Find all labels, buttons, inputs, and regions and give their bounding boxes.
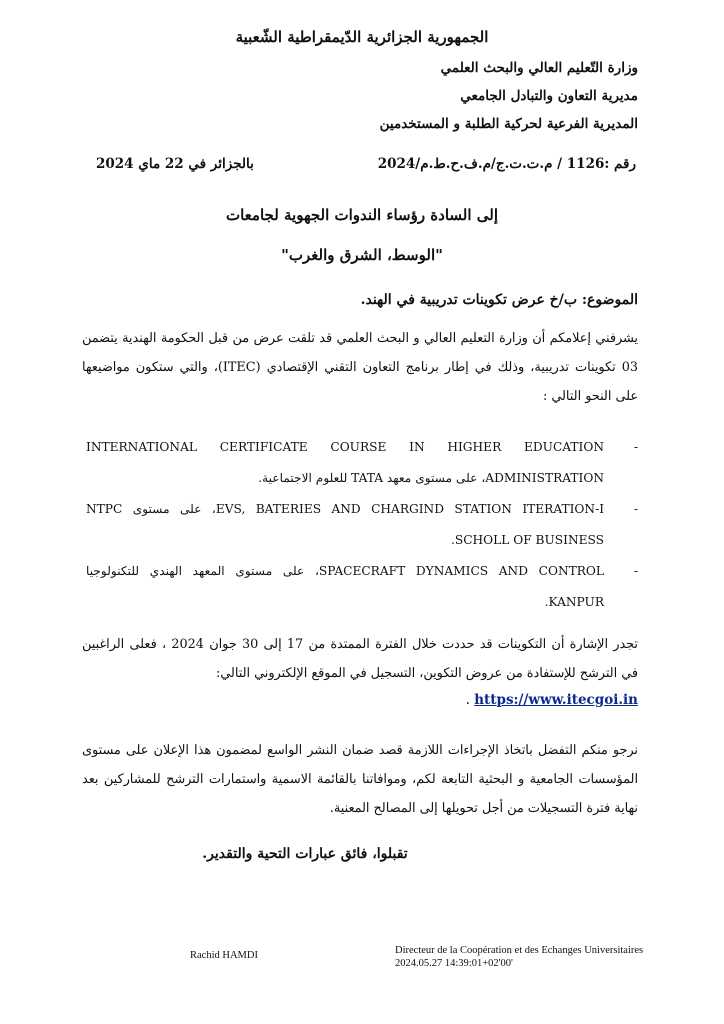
subdirectorate-name: المديرية الفرعية لحركية الطلبة و المستخدمين xyxy=(379,116,638,132)
addressee-regions: "الوسط، الشرق والغرب" xyxy=(281,246,443,264)
training-text: SPACECRAFT DYNAMICS AND CONTROL، على مستوى المعهد الهندي للتكنولوجيا KANPUR. xyxy=(86,564,604,609)
republic-heading: الجمهورية الجزائرية الدّيمقراطية الشّعبية xyxy=(235,28,489,46)
digital-signature-block xyxy=(395,944,643,970)
link-suffix: . xyxy=(465,692,475,708)
list-dash: - xyxy=(633,440,638,454)
list-dash: - xyxy=(633,564,638,578)
directorate-name: مديرية التعاون والتبادل الجامعي xyxy=(460,88,638,104)
registration-website-line xyxy=(466,692,638,708)
list-dash: - xyxy=(633,502,638,516)
document-date: بالجزائر في 22 ماي 2024 xyxy=(96,156,254,172)
addressee-line: إلى السادة رؤساء الندوات الجهوية لجامعات xyxy=(225,206,498,224)
training-item xyxy=(86,432,638,494)
signer-name: Rachid HAMDI xyxy=(190,950,258,961)
intro-paragraph: يشرفني إعلامكم أن وزارة التعليم العالي و البحث العلمي قد تلقت عرض من قبل الحكومة الهندية يتضمن 03 تكوينات تدريبية، وذلك في إطار برنامج التعاون التقني الإقتصادي (ITEC)، والتي ستكون مواضيعها على النحو التالي : xyxy=(82,331,638,404)
subject-line: الموضوع: ب/خ عرض تكوينات تدريبية في الهند. xyxy=(360,292,638,308)
ministry-name: وزارة التّعليم العالي والبحث العلمي xyxy=(440,60,638,76)
training-text: INTERNATIONAL CERTIFICATE COURSE IN HIGHER EDUCATION ADMINISTRATION، على مستوى معهد TATA للعلوم الاجتماعية. xyxy=(86,440,604,485)
training-item xyxy=(86,556,638,618)
training-text: EVS, BATERIES AND CHARGIND STATION ITERATION-I، على مستوى NTPC SCHOLL OF BUSINESS. xyxy=(86,502,605,547)
signature-timestamp: 2024.05.27 14:39:01+02'00' xyxy=(395,958,513,969)
request-paragraph: نرجو منكم التفضل باتخاذ الإجراءات اللازمة قصد ضمان النشر الواسع لمضمون هذا الإعلان على مستوى المؤسسات الجامعية و البحثية التابعة لكم، وموافاتنا بالقائمة الاسمية واستمارات الترشح للمشاركين بعد نهاية فترة التسجيلات من أجل تحويلها إلى المصالح المعنية. xyxy=(82,743,638,816)
signer-title: Directeur de la Coopération et des Echanges Universitaires xyxy=(395,945,644,956)
training-item xyxy=(86,494,638,556)
reference-number: رقم :1126 / م.ت.ت.ج/م.ف.ح.ط.م/2024 xyxy=(377,156,636,172)
period-paragraph: تجدر الإشارة أن التكوينات قد حددت خلال الفترة الممتدة من 17 إلى 30 جوان 2024 ، فعلى الراغبين في الترشح للإستفادة من عروض التكوين، التسجيل في الموقع الإلكتروني التالي: xyxy=(82,637,638,681)
registration-link[interactable]: https://www.itecgoi.in xyxy=(474,692,638,708)
closing-salutation: تقبلوا، فائق عبارات التحية والتقدير. xyxy=(202,846,408,862)
